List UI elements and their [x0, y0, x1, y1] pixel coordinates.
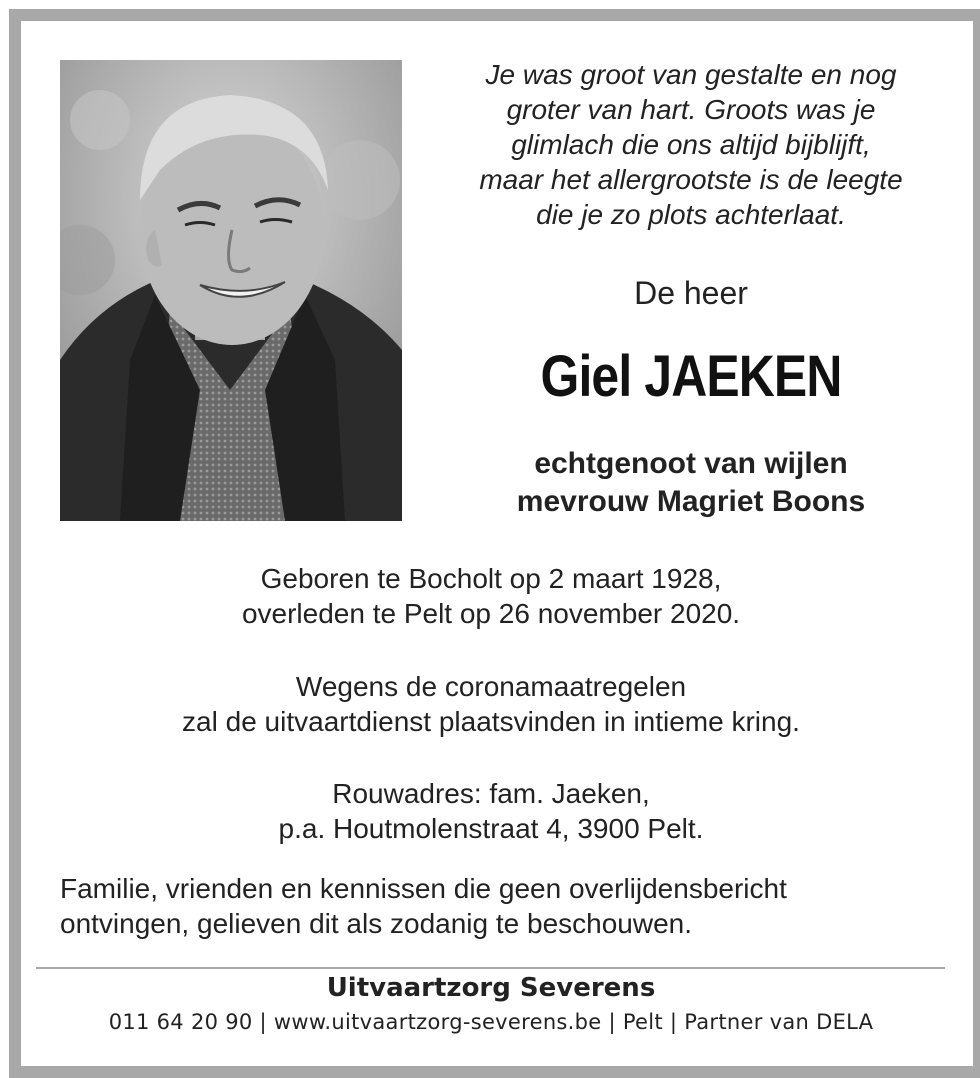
ceremony-notice	[21, 669, 961, 739]
poem-text	[421, 57, 961, 232]
spouse-info	[421, 445, 961, 521]
deceased-name: Giel JAEKEN	[540, 344, 842, 409]
poem-line: Je was groot van gestalte en nog	[485, 59, 897, 90]
birth-death-dates	[21, 561, 961, 631]
poem-line: groter van hart. Groots was je	[506, 94, 876, 125]
spouse-line: echtgenoot van wijlen	[534, 447, 848, 480]
obituary-frame	[9, 9, 980, 1078]
poem-line: die je zo plots achterlaat.	[536, 199, 846, 230]
closing-line: Familie, vrienden en kennissen die geen overlijdensbericht	[60, 873, 787, 904]
obituary-card	[21, 21, 973, 1066]
funeral-company-contact: 011 64 20 90 | www.uitvaartzorg-severens.be | Pelt | Partner van DELA	[108, 1010, 874, 1034]
address-line: p.a. Houtmolenstraat 4, 3900 Pelt.	[278, 813, 704, 844]
portrait-photo	[60, 60, 402, 521]
closing-note	[60, 871, 940, 941]
spouse-line: mevrouw Magriet Boons	[516, 485, 866, 518]
closing-line: ontvingen, gelieven dit als zodanig te beschouwen.	[60, 908, 692, 939]
death-line: overleden te Pelt op 26 november 2020.	[241, 598, 741, 629]
footer-divider	[36, 967, 945, 969]
poem-line: maar het allergrootste is de leegte	[479, 164, 903, 195]
mourning-address	[21, 776, 961, 846]
funeral-company-name: Uitvaartzorg Severens	[326, 973, 656, 1003]
birth-line: Geboren te Bocholt op 2 maart 1928,	[260, 563, 722, 594]
ceremony-line: Wegens de coronamaatregelen	[295, 671, 687, 702]
address-line: Rouwadres: fam. Jaeken,	[332, 778, 650, 809]
poem-line: glimlach die ons altijd bijblijft,	[511, 129, 871, 160]
honorific: De heer	[634, 275, 748, 311]
ceremony-line: zal de uitvaartdienst plaatsvinden in intieme kring.	[182, 706, 800, 737]
